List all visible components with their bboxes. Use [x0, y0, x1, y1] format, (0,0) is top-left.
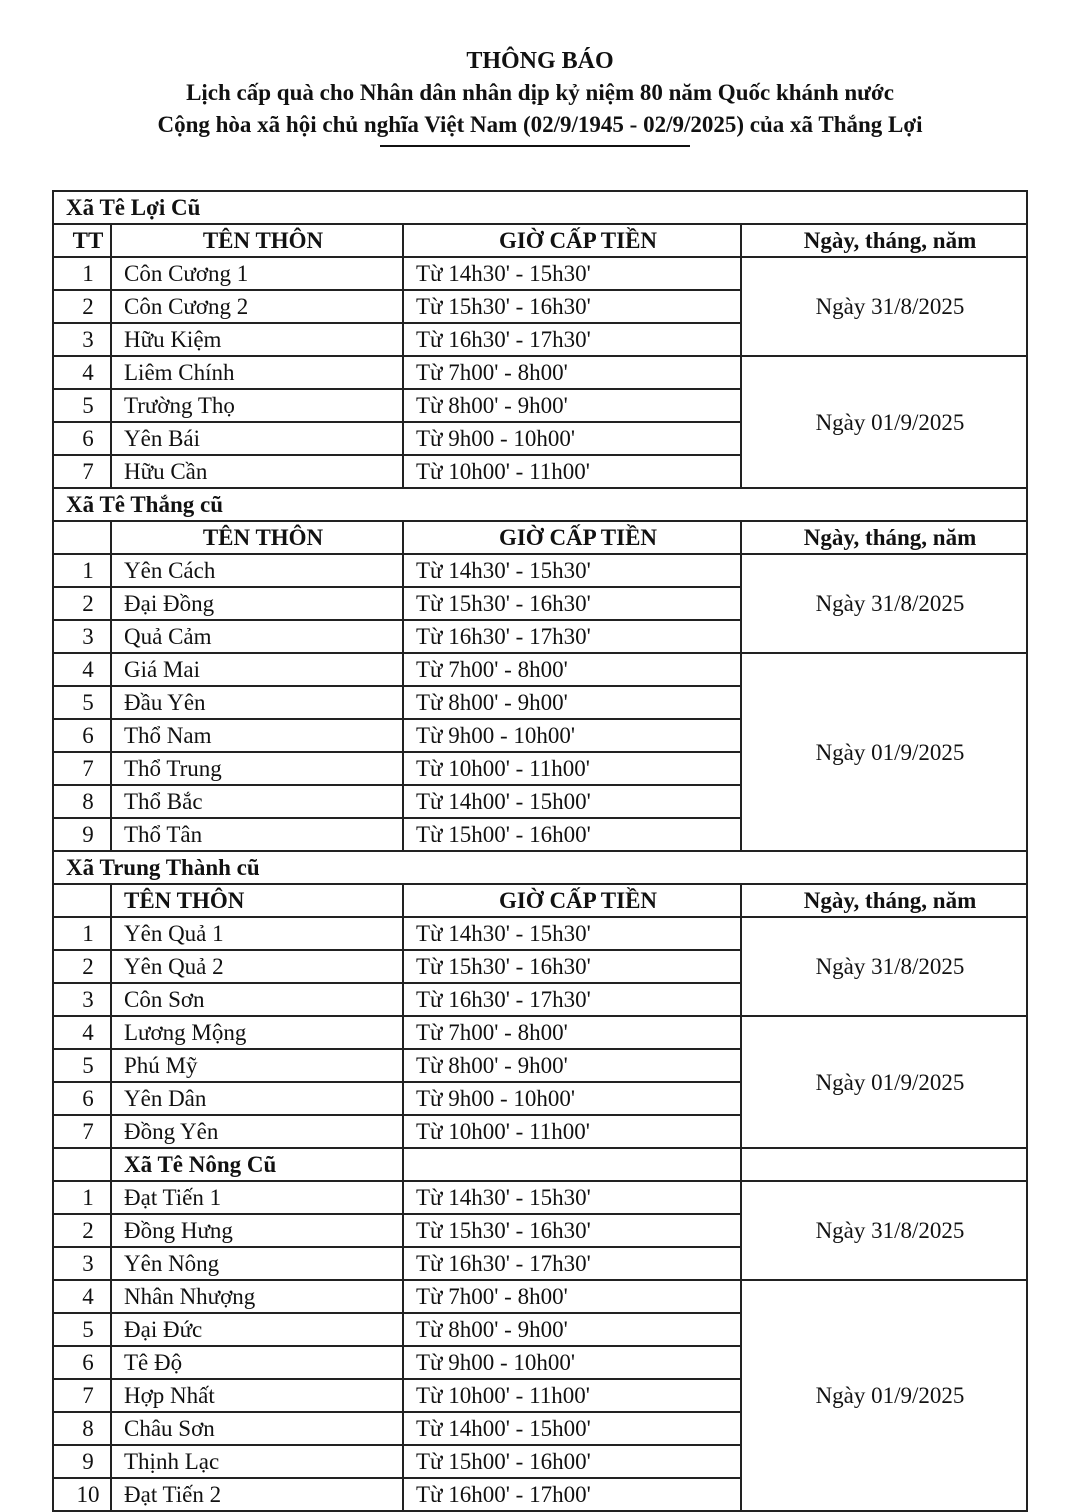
row-number: 4 [53, 356, 111, 389]
row-number: 1 [53, 1181, 111, 1214]
village-name: Đồng Yên [111, 1115, 403, 1148]
village-name: Yên Bái [111, 422, 403, 455]
row-number: 7 [53, 1115, 111, 1148]
section-title-blank [53, 1148, 111, 1181]
table-row [53, 554, 1027, 587]
row-number: 6 [53, 1346, 111, 1379]
notice-header [0, 46, 1080, 141]
date-cell: Ngày 01/9/2025 [741, 1280, 1027, 1511]
time-slot: Từ 9h00 - 10h00' [403, 719, 741, 752]
time-slot: Từ 14h30' - 15h30' [403, 554, 741, 587]
time-slot: Từ 14h00' - 15h00' [403, 1412, 741, 1445]
title-underline [380, 145, 690, 147]
time-slot: Từ 10h00' - 11h00' [403, 752, 741, 785]
time-slot: Từ 15h30' - 16h30' [403, 950, 741, 983]
time-slot: Từ 14h30' - 15h30' [403, 917, 741, 950]
time-slot: Từ 16h30' - 17h30' [403, 323, 741, 356]
time-slot: Từ 15h30' - 16h30' [403, 290, 741, 323]
table-row [53, 1280, 1027, 1313]
col-header-tt-empty [53, 884, 111, 917]
section-title-row [53, 191, 1027, 224]
row-number: 6 [53, 422, 111, 455]
notice-subtitle-line-1: Lịch cấp quà cho Nhân dân nhân dịp kỷ niệm 80 năm Quốc khánh nước [186, 80, 894, 105]
time-slot: Từ 14h30' - 15h30' [403, 1181, 741, 1214]
village-name: Giá Mai [111, 653, 403, 686]
village-name: Hữu Cần [111, 455, 403, 488]
table-row [53, 1016, 1027, 1049]
row-number: 1 [53, 554, 111, 587]
time-slot: Từ 7h00' - 8h00' [403, 653, 741, 686]
time-slot: Từ 10h00' - 11h00' [403, 455, 741, 488]
time-slot: Từ 7h00' - 8h00' [403, 1280, 741, 1313]
row-number: 2 [53, 290, 111, 323]
village-name: Yên Quả 2 [111, 950, 403, 983]
section-title-blank [741, 1148, 1027, 1181]
time-slot: Từ 14h30' - 15h30' [403, 257, 741, 290]
time-slot: Từ 8h00' - 9h00' [403, 1313, 741, 1346]
time-slot: Từ 15h30' - 16h30' [403, 1214, 741, 1247]
row-number: 5 [53, 1313, 111, 1346]
row-number: 3 [53, 1247, 111, 1280]
village-name: Trường Thọ [111, 389, 403, 422]
village-name: Tê Độ [111, 1346, 403, 1379]
village-name: Yên Nông [111, 1247, 403, 1280]
village-name: Yên Quả 1 [111, 917, 403, 950]
col-header-time: GIỜ CẤP TIỀN [403, 521, 741, 554]
row-number: 1 [53, 257, 111, 290]
village-name: Quả Cảm [111, 620, 403, 653]
time-slot: Từ 16h00' - 17h00' [403, 1478, 741, 1511]
notice-subtitle-line-2: Cộng hòa xã hội chủ nghĩa Việt Nam (02/9/1945 - 02/9/2025) của xã Thắng Lợi [157, 112, 923, 137]
time-slot: Từ 9h00 - 10h00' [403, 422, 741, 455]
table-row [53, 356, 1027, 389]
table-row [53, 653, 1027, 686]
row-number: 4 [53, 1016, 111, 1049]
col-header-time: GIỜ CẤP TIỀN [403, 884, 741, 917]
village-name: Phú Mỹ [111, 1049, 403, 1082]
village-name: Yên Cách [111, 554, 403, 587]
table-row [53, 257, 1027, 290]
village-name: Liêm Chính [111, 356, 403, 389]
section-title-row [53, 488, 1027, 521]
time-slot: Từ 7h00' - 8h00' [403, 356, 741, 389]
time-slot: Từ 9h00 - 10h00' [403, 1082, 741, 1115]
column-header-row [53, 224, 1027, 257]
village-name: Thịnh Lạc [111, 1445, 403, 1478]
section-title-blank [403, 1148, 741, 1181]
village-name: Đạt Tiến 1 [111, 1181, 403, 1214]
village-name: Nhân Nhượng [111, 1280, 403, 1313]
village-name: Đồng Hưng [111, 1214, 403, 1247]
section-title-row [53, 851, 1027, 884]
time-slot: Từ 14h00' - 15h00' [403, 785, 741, 818]
time-slot: Từ 10h00' - 11h00' [403, 1115, 741, 1148]
date-cell: Ngày 31/8/2025 [741, 917, 1027, 1016]
village-name: Lương Mộng [111, 1016, 403, 1049]
col-header-tt: TT [53, 224, 111, 257]
row-number: 2 [53, 1214, 111, 1247]
village-name: Đại Đồng [111, 587, 403, 620]
village-name: Châu Sơn [111, 1412, 403, 1445]
col-header-tt-empty [53, 521, 111, 554]
col-header-name: TÊN THÔN [111, 884, 403, 917]
date-cell: Ngày 31/8/2025 [741, 257, 1027, 356]
village-name: Hữu Kiệm [111, 323, 403, 356]
section-title: Xã Trung Thành cũ [53, 851, 1027, 884]
section-title-row [53, 1148, 1027, 1181]
row-number: 3 [53, 620, 111, 653]
col-header-date: Ngày, tháng, năm [741, 224, 1027, 257]
section-title: Xã Tê Lợi Cũ [53, 191, 1027, 224]
section-title: Xã Tê Thắng cũ [53, 488, 1027, 521]
schedule-table [52, 190, 1028, 1512]
time-slot: Từ 9h00 - 10h00' [403, 1346, 741, 1379]
row-number: 4 [53, 1280, 111, 1313]
village-name: Đầu Yên [111, 686, 403, 719]
row-number: 10 [53, 1478, 111, 1511]
village-name: Yên Dân [111, 1082, 403, 1115]
col-header-name: TÊN THÔN [111, 521, 403, 554]
col-header-date: Ngày, tháng, năm [741, 521, 1027, 554]
row-number: 9 [53, 1445, 111, 1478]
time-slot: Từ 8h00' - 9h00' [403, 1049, 741, 1082]
time-slot: Từ 15h30' - 16h30' [403, 587, 741, 620]
section-title: Xã Tê Nông Cũ [111, 1148, 403, 1181]
village-name: Thổ Bắc [111, 785, 403, 818]
village-name: Côn Sơn [111, 983, 403, 1016]
row-number: 3 [53, 983, 111, 1016]
row-number: 8 [53, 1412, 111, 1445]
column-header-row [53, 521, 1027, 554]
time-slot: Từ 16h30' - 17h30' [403, 620, 741, 653]
time-slot: Từ 16h30' - 17h30' [403, 983, 741, 1016]
row-number: 6 [53, 719, 111, 752]
village-name: Đại Đức [111, 1313, 403, 1346]
notice-title: THÔNG BÁO [466, 48, 614, 74]
time-slot: Từ 10h00' - 11h00' [403, 1379, 741, 1412]
row-number: 5 [53, 686, 111, 719]
row-number: 1 [53, 917, 111, 950]
row-number: 5 [53, 1049, 111, 1082]
date-cell: Ngày 01/9/2025 [741, 1016, 1027, 1148]
table-row [53, 917, 1027, 950]
column-header-row [53, 884, 1027, 917]
row-number: 9 [53, 818, 111, 851]
row-number: 2 [53, 950, 111, 983]
row-number: 7 [53, 752, 111, 785]
col-header-name: TÊN THÔN [111, 224, 403, 257]
time-slot: Từ 8h00' - 9h00' [403, 686, 741, 719]
row-number: 4 [53, 653, 111, 686]
time-slot: Từ 7h00' - 8h00' [403, 1016, 741, 1049]
village-name: Đạt Tiến 2 [111, 1478, 403, 1511]
village-name: Côn Cương 2 [111, 290, 403, 323]
row-number: 7 [53, 1379, 111, 1412]
village-name: Thổ Trung [111, 752, 403, 785]
row-number: 3 [53, 323, 111, 356]
row-number: 7 [53, 455, 111, 488]
village-name: Thổ Nam [111, 719, 403, 752]
time-slot: Từ 15h00' - 16h00' [403, 1445, 741, 1478]
date-cell: Ngày 31/8/2025 [741, 554, 1027, 653]
col-header-time: GIỜ CẤP TIỀN [403, 224, 741, 257]
row-number: 5 [53, 389, 111, 422]
table-row [53, 1181, 1027, 1214]
row-number: 2 [53, 587, 111, 620]
village-name: Thổ Tân [111, 818, 403, 851]
date-cell: Ngày 01/9/2025 [741, 653, 1027, 851]
row-number: 8 [53, 785, 111, 818]
village-name: Côn Cương 1 [111, 257, 403, 290]
col-header-date: Ngày, tháng, năm [741, 884, 1027, 917]
row-number: 6 [53, 1082, 111, 1115]
date-cell: Ngày 31/8/2025 [741, 1181, 1027, 1280]
village-name: Hợp Nhất [111, 1379, 403, 1412]
time-slot: Từ 15h00' - 16h00' [403, 818, 741, 851]
date-cell: Ngày 01/9/2025 [741, 356, 1027, 488]
time-slot: Từ 8h00' - 9h00' [403, 389, 741, 422]
time-slot: Từ 16h30' - 17h30' [403, 1247, 741, 1280]
